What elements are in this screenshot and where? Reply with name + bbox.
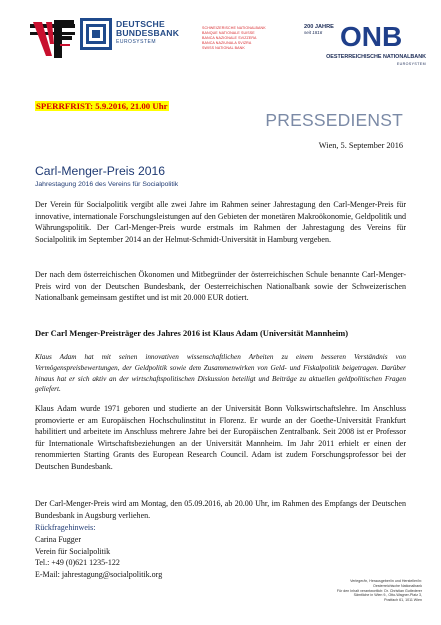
paragraph-laureate-work: Klaus Adam hat mit seinen innovativen wissenschaftlichen Arbeiten zu einem besseren Verständnis von Vermögenspreisbewertungen, der Geldpolitik sowie dem Zusammenwirken von Geld- und Fiskalpolitik beigetragen. Darüber hinaus hat er sich aktiv an der wirtschaftspolitischen Diskussion beteiligt und Beiträge zu aktuellen geldpolitischen Fragen geliefert. [35,353,406,394]
onb-years-text: 200 JAHRE [304,24,334,30]
snb-logo [202,26,312,51]
embargo-notice: SPERRFRIST: 5.9.2016, 21.00 Uhr [36,101,168,111]
contact-block [35,522,162,581]
imprint-line: Oesterreichische Nationalbank [373,583,422,588]
bundesbank-line2: BUNDESBANK [116,28,180,38]
onb-since-text: seit 1816 [304,30,323,35]
bundesbank-line3: EUROSYSTEM [116,39,157,45]
onb-name: OESTERREICHISCHE NATIONALBANK [326,54,426,60]
vfs-logo [30,18,75,63]
article-subtitle: Jahrestagung 2016 des Vereins für Socialpolitik [35,181,179,188]
paragraph-laureate-heading: Der Carl Menger-Preisträger des Jahres 2016 ist Klaus Adam (Universität Mannheim) [35,328,349,338]
contact-email: E-Mail: jahrestagung@socialpolitik.org [35,570,163,580]
imprint-line: Für den Inhalt verantwortlich: Dr. Christian Gutlederer [336,588,422,593]
contact-organization: Verein für Socialpolitik [35,546,111,556]
snb-line: BANCA NAZIONALE SVIZZERA [202,36,257,40]
onb-eurosystem: EUROSYSTEM [396,62,426,66]
contact-heading: Rückfragehinweis: [35,523,96,532]
paragraph-prize: Der nach dem österreichischen Ökonomen und Mitbegründer der österreichischen Schule benannte Carl-Menger-Preis wird von der Deutschen Bundesbank, der Oesterreichischen Nationalbank sowie der Schweizerischen Nationalbank gemeinsam gestiftet und ist mit 20.000 EUR dotiert. [35,270,406,303]
svg-text:ONB: ONB [340,21,403,52]
paragraph-biography: Klaus Adam wurde 1971 geboren und studierte an der Universität Bonn Volkswirtschaftslehre. Im Anschluss promovierte er am Europäischen Hochschulinstitut in Florenz. Er wurde an der Goethe-Universität Frankfurt habilitiert und arbeitete im Anschluss mehrere Jahre bei der Europäischen Zentralbank. Seit 2008 ist er Professor für Internationale Wirtschaftsbeziehungen an der Universität Mannheim. Im Jahr 2011 erhielt er einen der renommierten Starting Grants des European Research Council. Adam ist zudem Forschungsprofessor bei der Deutschen Bundesbank. [35,404,406,471]
dateline: Wien, 5. September 2016 [318,141,403,150]
contact-phone: Tel.: +49 (0)621 1235-122 [35,558,120,568]
onb-anniversary [304,24,334,36]
bundesbank-logo [80,18,180,55]
section-title: PRESSEDIENST [265,110,403,130]
snb-line: BANQUE NATIONALE SUISSE [202,31,255,35]
snb-line: SCHWEIZERISCHE NATIONALBANK [202,26,266,30]
onb-logo [304,20,426,70]
imprint [282,579,422,603]
vfs-logo-icon [30,18,75,63]
contact-name: Carina Fugger [35,534,81,544]
imprint-line: Postfach 61, 1011 Wien [384,598,422,603]
paragraph-ceremony: Der Carl-Menger-Preis wird am Montag, den 05.09.2016, ab 20.00 Uhr, im Rahmen des Empfangs der Deutschen Bundesbank in Augsburg verliehen. [35,499,406,520]
onb-mark-icon [340,20,426,52]
imprint-line: Sämtliche in Wien 9., Otto-Wagner-Platz 3, [353,593,422,598]
bundesbank-emblem-icon [80,18,112,50]
imprint-line: Verleger/in, Herausgeber/in und Hersteller/in: [350,579,422,583]
snb-line: BANCA NAZIUNALA SVIZRA [202,41,252,45]
paragraph-intro: Der Verein für Socialpolitik vergibt alle zwei Jahre im Rahmen seiner Jahrestagung den Carl-Menger-Preis für innovative, internationale Forschungsleistungen auf den Gebieten der monetären Makroökonomie, Geldpolitik und Währungspolitik. Der Carl-Menger-Preis wurde erstmals im Rahmen der Jahrestagung des Vereins für Socialpolitik im September 2014 an der Helmut-Schmidt-Universität in Hamburg vergeben. [35,200,406,244]
article-title: Carl-Menger-Preis 2016 [35,164,166,178]
bundesbank-line1: DEUTSCHE [116,19,165,29]
snb-line: SWISS NATIONAL BANK [202,46,245,50]
